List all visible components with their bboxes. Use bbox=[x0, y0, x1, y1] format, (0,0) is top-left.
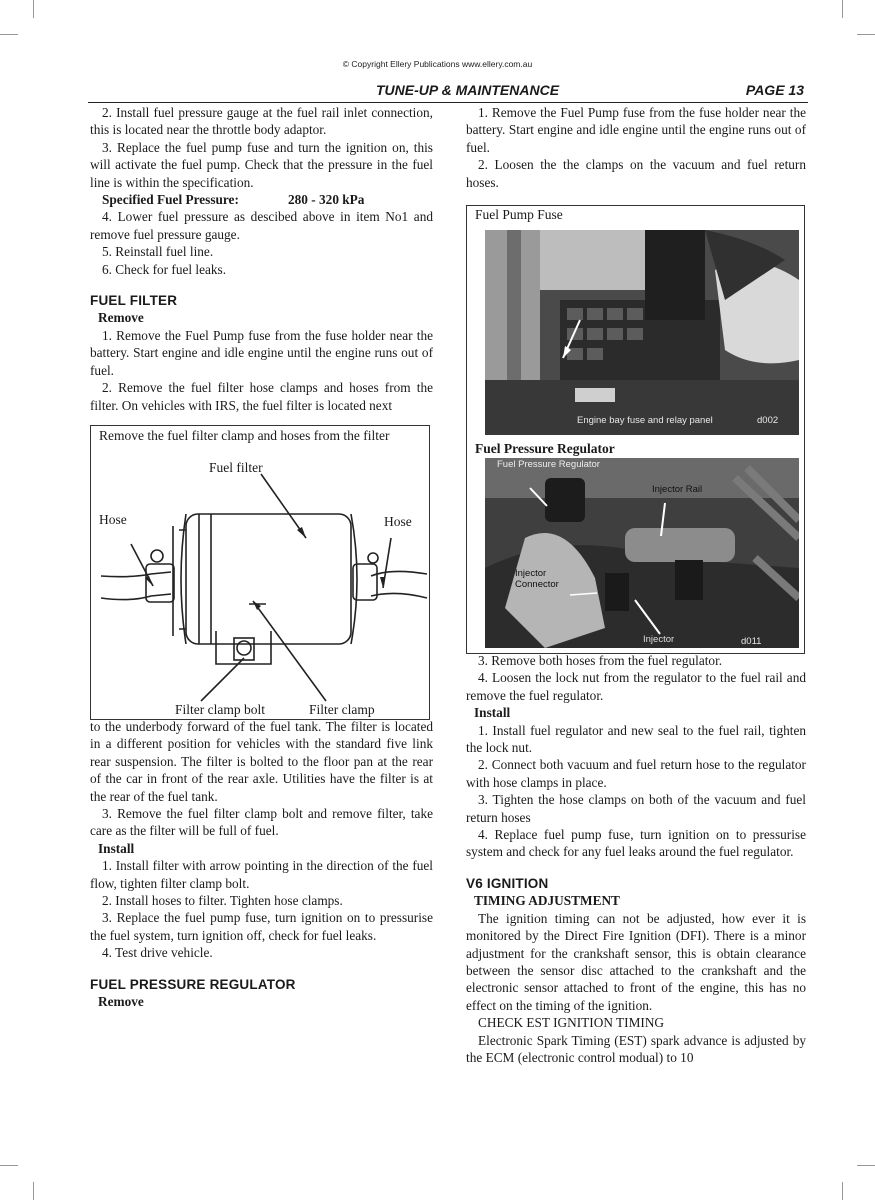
crop-mark bbox=[842, 1182, 843, 1200]
fuse-panel-photo bbox=[485, 230, 799, 435]
photo-figure bbox=[466, 205, 805, 654]
section-heading: FUEL FILTER bbox=[90, 293, 178, 309]
regulator-inner-label: Fuel Pressure Regulator bbox=[497, 459, 600, 470]
paragraph: 2. Connect both vacuum and fuel return hose to the regulator with hose clamps in place. bbox=[466, 757, 806, 790]
paragraph: 2. Loosen the the clamps on the vacuum and fuel return hoses. bbox=[466, 157, 806, 190]
right-column-top bbox=[466, 104, 806, 191]
sub-heading: Install bbox=[98, 840, 135, 856]
paragraph: 1. Install filter with arrow pointing in the direction of the fuel flow, tighten filter clamp bolt. bbox=[90, 858, 433, 891]
sub-heading: Install bbox=[474, 705, 511, 721]
injector-connector-label-2: Connector bbox=[515, 579, 559, 590]
paragraph: CHECK EST IGNITION TIMING bbox=[478, 1015, 665, 1031]
paragraph: 5. Reinstall fuel line. bbox=[102, 244, 214, 260]
spec-value: 280 - 320 kPa bbox=[288, 192, 365, 208]
paragraph: 3. Tighten the hose clamps on both of the vacuum and fuel return hoses bbox=[466, 792, 806, 825]
crop-mark bbox=[857, 34, 875, 35]
page-number: PAGE 13 bbox=[745, 82, 804, 98]
paragraph: The ignition timing can not be adjusted, how ever it is monitored by the Direct Fire Ignition (DFI). There is a minor adjustment for the crankshaft sensor, this is obtain clearance between the sensor disc attached to the crankshaft and the electronic sensor attached to front of the engine, this has no effect on the timing of the ignition. bbox=[466, 910, 806, 1013]
crop-mark bbox=[0, 34, 18, 35]
fuse-panel-image bbox=[485, 230, 799, 435]
paragraph: 4. Replace fuel pump fuse, turn ignition on to pressurise system and check for any fuel leaks around the fuel regulator. bbox=[466, 827, 806, 860]
fuel-filter-figure bbox=[90, 425, 430, 720]
photo-caption-fuse: Fuel Pump Fuse bbox=[475, 207, 563, 222]
copyright-notice: © Copyright Ellery Publications www.ellery.com.au bbox=[342, 59, 533, 69]
photo-caption-regulator: Fuel Pressure Regulator bbox=[475, 441, 615, 456]
sub-heading: Remove bbox=[98, 994, 144, 1010]
spec-label: Specified Fuel Pressure: bbox=[102, 192, 239, 208]
paragraph: 2. Remove the fuel filter hose clamps and hoses from the filter. On vehicles with IRS, the fuel filter is located next bbox=[90, 380, 433, 413]
label-fuel-filter: Fuel filter bbox=[209, 460, 263, 475]
regulator-photo bbox=[485, 458, 799, 648]
paragraph: 1. Remove the Fuel Pump fuse from the fuse holder near the battery. Start engine and idle engine until the engine runs out of fuel. bbox=[90, 327, 433, 378]
injector-rail-label: Injector Rail bbox=[652, 484, 703, 495]
spec-line bbox=[90, 191, 433, 208]
label-hose-right: Hose bbox=[384, 514, 412, 529]
paragraph: 2. Install fuel pressure gauge at the fuel rail inlet connection, this is located near the throttle body adaptor. bbox=[90, 105, 433, 138]
crop-mark bbox=[33, 0, 34, 18]
paragraph: 3. Remove both hoses from the fuel regulator. bbox=[478, 653, 723, 668]
paragraph: 3. Replace the fuel pump fuse and turn the ignition on, this will activate the fuel pump. Check that the pressure in the fuel line is within the specification. bbox=[90, 139, 433, 190]
regulator-image bbox=[485, 458, 799, 648]
crop-mark bbox=[842, 0, 843, 18]
paragraph: 3. Replace the fuel pump fuse, turn ignition on to pressurise the fuel system, turn ignition off, check for fuel leaks. bbox=[90, 910, 433, 943]
section-title: TUNE-UP & MAINTENANCE bbox=[376, 82, 560, 98]
injector-connector-label-1: Injector bbox=[515, 568, 547, 579]
paragraph: 3. Remove the fuel filter clamp bolt and remove filter, take care as the filter will be full of fuel. bbox=[90, 806, 433, 839]
regulator-photo-code: d011 bbox=[741, 636, 762, 647]
paragraph: Electronic Spark Timing (EST) spark advance is adjusted by the ECM (electronic control modual) to 10 bbox=[466, 1032, 806, 1065]
injector-label: Injector bbox=[643, 634, 675, 645]
crop-mark bbox=[857, 1165, 875, 1166]
paragraph: 1. Install fuel regulator and new seal to the fuel rail, tighten the lock nut. bbox=[466, 722, 806, 756]
label-filter-clamp-bolt: Filter clamp bolt bbox=[175, 702, 265, 717]
paragraph: 1. Remove the Fuel Pump fuse from the fuse holder near the battery. Start engine and idle engine until the engine runs out of fuel. bbox=[466, 105, 806, 155]
label-hose-left: Hose bbox=[99, 512, 127, 527]
sub-heading: Remove bbox=[98, 310, 144, 326]
fuse-photo-label: Engine bay fuse and relay panel bbox=[577, 415, 713, 426]
right-column-bottom bbox=[466, 652, 806, 1066]
sub-heading: TIMING ADJUSTMENT bbox=[474, 893, 620, 909]
fuse-photo-code: d002 bbox=[757, 415, 779, 426]
crop-mark bbox=[0, 1165, 18, 1166]
section-heading: V6 IGNITION bbox=[466, 875, 549, 891]
label-filter-clamp: Filter clamp bbox=[309, 702, 375, 717]
paragraph: 4. Loosen the lock nut from the regulator to the fuel rail and remove the fuel regulator. bbox=[466, 670, 806, 703]
paragraph: 4. Test drive vehicle. bbox=[102, 945, 213, 961]
figure-caption: Remove the fuel filter clamp and hoses from the filter bbox=[99, 428, 390, 443]
paragraph: 2. Install hoses to filter. Tighten hose clamps. bbox=[102, 893, 343, 909]
section-heading: FUEL PRESSURE REGULATOR bbox=[90, 976, 296, 992]
crop-mark bbox=[33, 1182, 34, 1200]
paragraph: to the underbody forward of the fuel tank. The filter is located in a different position for vehicles with the standard five link rear suspension. The filter is bolted to the floor pan at the rear of the car in front of the rear axle. Utilities have the filter is at the rear of the fuel tank. bbox=[90, 719, 433, 804]
paragraph: 6. Check for fuel leaks. bbox=[102, 261, 227, 277]
page-header bbox=[88, 80, 808, 103]
left-column-bottom bbox=[90, 718, 433, 1011]
paragraph: 4. Lower fuel pressure as descibed above in item No1 and remove fuel pressure gauge. bbox=[90, 209, 433, 242]
left-column-top bbox=[90, 104, 433, 414]
